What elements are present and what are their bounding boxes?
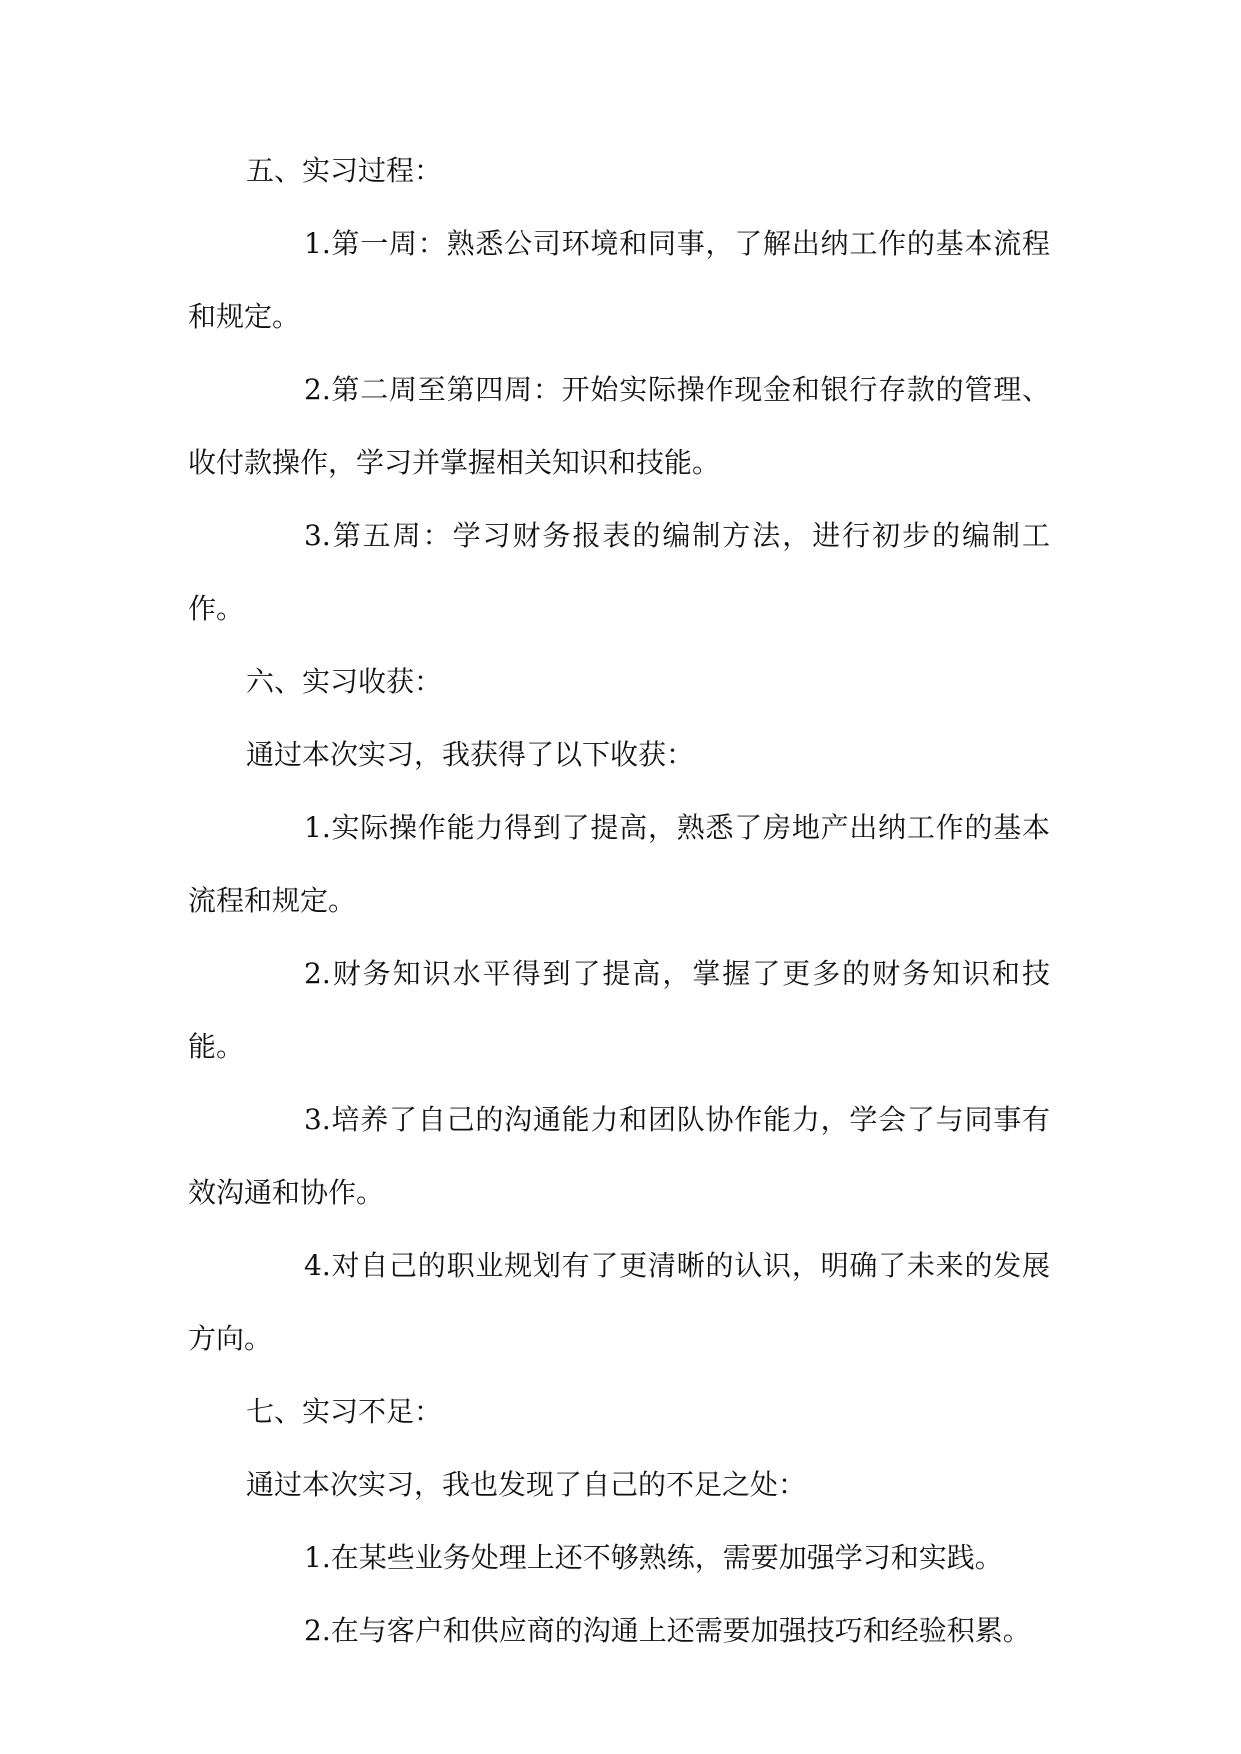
paragraph-text: 在与客户和供应商的沟通上还需要加强技巧和经验积累。	[330, 1614, 1031, 1647]
list-item	[188, 1229, 1050, 1375]
list-item	[188, 1594, 1050, 1667]
paragraph-text: 第一周：熟悉公司环境和同事，了解出纳工作的基本流程和规定。	[188, 227, 1050, 333]
paragraph-text: 培养了自己的沟通能力和团队协作能力，学会了与同事有效沟通和协作。	[188, 1103, 1050, 1209]
paragraph-text: 五、实习过程：	[246, 154, 443, 187]
paragraph-text: 第二周至第四周：开始实际操作现金和银行存款的管理、收付款操作，学习并掌握相关知识和技能。	[188, 373, 1050, 479]
list-item	[188, 353, 1050, 499]
document-body	[188, 134, 1050, 1667]
list-number: 2.	[304, 1614, 331, 1647]
list-item	[188, 937, 1050, 1083]
paragraph-text: 六、实习收获：	[246, 665, 443, 698]
paragraph-text: 在某些业务处理上还不够熟练，需要加强学习和实践。	[330, 1541, 1003, 1574]
list-number: 3.	[304, 1103, 331, 1136]
list-item	[188, 207, 1050, 353]
list-item	[188, 791, 1050, 937]
paragraph	[188, 1448, 1050, 1521]
section-heading	[188, 645, 1050, 718]
list-item	[188, 1083, 1050, 1229]
list-item	[188, 1521, 1050, 1594]
list-number: 1.	[304, 811, 331, 844]
paragraph-text: 实际操作能力得到了提高，熟悉了房地产出纳工作的基本流程和规定。	[188, 811, 1050, 917]
paragraph	[188, 718, 1050, 791]
section-heading	[188, 134, 1050, 207]
list-number: 1.	[304, 1541, 331, 1574]
paragraph-text: 对自己的职业规划有了更清晰的认识，明确了未来的发展方向。	[188, 1249, 1050, 1355]
paragraph-text: 通过本次实习，我获得了以下收获：	[246, 738, 695, 771]
list-number: 2.	[304, 373, 331, 406]
list-number: 4.	[304, 1249, 331, 1282]
paragraph-text: 第五周：学习财务报表的编制方法，进行初步的编制工作。	[188, 519, 1050, 625]
paragraph-text: 七、实习不足：	[246, 1395, 443, 1428]
list-number: 1.	[304, 227, 331, 260]
list-number: 3.	[304, 519, 331, 552]
paragraph-text: 通过本次实习，我也发现了自己的不足之处：	[246, 1468, 807, 1501]
paragraph-text: 财务知识水平得到了提高，掌握了更多的财务知识和技能。	[188, 957, 1050, 1063]
list-item	[188, 499, 1050, 645]
list-number: 2.	[304, 957, 331, 990]
section-heading	[188, 1375, 1050, 1448]
